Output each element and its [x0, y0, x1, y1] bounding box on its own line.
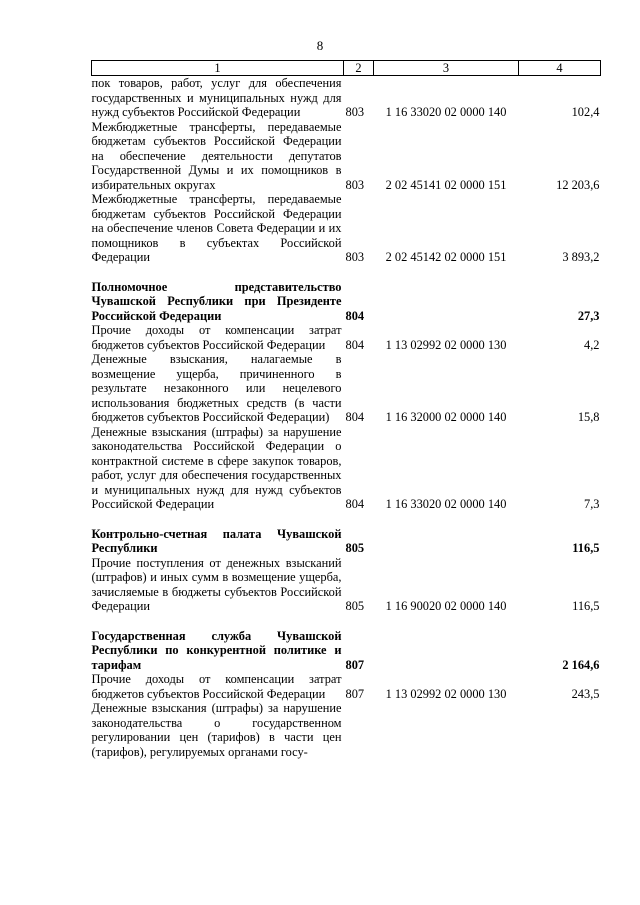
row-admin-code: 805: [345, 541, 365, 555]
row-spacer: [92, 614, 601, 629]
row-spacer: [92, 265, 601, 280]
row-sum: 7,3: [584, 497, 600, 511]
table-row: [92, 120, 601, 193]
organization-name: Полномочное представительство Чувашской Республики при Президенте Российской Федерации: [91, 279, 342, 323]
row-description: Денежные взыскания, налагаемые в возмещение ущерба, причиненного в результате незаконного или нецелевого использования бюджетных средств (в части бюджетов субъектов Российской Федерации): [91, 352, 342, 424]
row-description: Денежные взыскания (штрафы) за нарушение законодательства о государственном регулировании цен (тарифов) в части цен (тарифов), регулируемых органами госу-: [91, 701, 342, 759]
column-header-4: 4: [519, 61, 601, 76]
page-number: 8: [316, 38, 324, 53]
row-admin-code: 807: [345, 657, 365, 672]
row-description: Межбюджетные трансферты, передаваемые бюджетам субъектов Российской Федерации на обеспечение членов Совета Федерации и их помощников в субъектах Российской Федерации: [91, 192, 342, 264]
row-sum: 15,8: [577, 410, 600, 424]
row-kbk-code: [374, 280, 519, 324]
table-row: [92, 425, 601, 512]
row-description: пок товаров, работ, услуг для обеспечения государственных и муниципальных нужд для нужд субъектов Российской Федерации: [91, 76, 342, 119]
row-sum: 4,2: [584, 337, 600, 352]
table-row: [92, 76, 601, 120]
row-sum: [519, 701, 601, 759]
row-admin-code: 803: [345, 177, 365, 192]
row-kbk-code: 1 16 33020 02 0000 140: [385, 105, 507, 119]
row-admin-code: 803: [345, 250, 365, 264]
row-admin-code: 804: [345, 308, 365, 323]
row-sum: 243,5: [571, 686, 600, 701]
row-kbk-code: 2 02 45141 02 0000 151: [385, 177, 507, 192]
column-header-1: 1: [92, 61, 344, 76]
row-kbk-code: [374, 629, 519, 673]
row-sum: 116,5: [572, 599, 600, 613]
row-description: Денежные взыскания (штрафы) за нарушение законодательства Российской Федерации о контрактной системе в сфере закупок товаров, работ, услуг для обеспечения государственных и муниципальных нужд для нужд субъектов Российской Федерации: [91, 424, 342, 511]
organization-row: [92, 629, 601, 673]
table-row: [92, 192, 601, 265]
row-kbk-code: 1 16 33020 02 0000 140: [385, 497, 507, 511]
row-kbk-code: 1 16 90020 02 0000 140: [385, 599, 507, 613]
table-row: [92, 323, 601, 352]
row-description: Прочие поступления от денежных взысканий (штрафов) и иных сумм в возмещение ущерба, зачисляемые в бюджеты субъектов Российской Федерации: [91, 555, 342, 613]
organization-total: 116,5: [572, 541, 600, 555]
row-description: Межбюджетные трансферты, передаваемые бюджетам субъектов Российской Федерации на обеспечение деятельности депутатов Государственной Думы и их помощников в избирательных округах: [91, 119, 342, 192]
row-admin-code: 804: [345, 410, 365, 424]
table-row: [92, 701, 601, 759]
row-admin-code: [344, 701, 374, 759]
organization-name: Государственная служба Чувашской Республики по конкурентной политике и тарифам: [91, 628, 342, 672]
table-row: [92, 672, 601, 701]
table-row: [92, 352, 601, 425]
row-kbk-code: 1 13 02992 02 0000 130: [385, 686, 507, 701]
row-spacer: [92, 512, 601, 527]
row-kbk-code: 1 16 32000 02 0000 140: [385, 410, 507, 424]
row-admin-code: 807: [345, 686, 365, 701]
column-header-2: 2: [344, 61, 374, 76]
row-kbk-code: [374, 701, 519, 759]
organization-row: [92, 527, 601, 556]
column-header-3: 3: [374, 61, 519, 76]
row-kbk-code: [374, 527, 519, 556]
table-header-row: [92, 61, 601, 76]
row-sum: 102,4: [571, 105, 600, 119]
row-kbk-code: 1 13 02992 02 0000 130: [385, 337, 507, 352]
organization-total: 27,3: [577, 308, 600, 323]
row-sum: 12 203,6: [556, 177, 600, 192]
organization-row: [92, 280, 601, 324]
row-description: Прочие доходы от компенсации затрат бюджетов субъектов Российской Федерации: [91, 323, 342, 352]
row-admin-code: 804: [345, 497, 365, 511]
revenue-table: [91, 60, 601, 759]
row-admin-code: 803: [345, 105, 365, 119]
organization-total: 2 164,6: [562, 657, 600, 672]
row-description: Прочие доходы от компенсации затрат бюджетов субъектов Российской Федерации: [91, 672, 342, 701]
table-row: [92, 556, 601, 614]
organization-name: Контрольно-счетная палата Чувашской Республики: [91, 526, 342, 555]
row-admin-code: 804: [345, 337, 365, 352]
row-kbk-code: 2 02 45142 02 0000 151: [385, 250, 507, 264]
row-admin-code: 805: [345, 599, 365, 613]
row-sum: 3 893,2: [562, 250, 600, 264]
